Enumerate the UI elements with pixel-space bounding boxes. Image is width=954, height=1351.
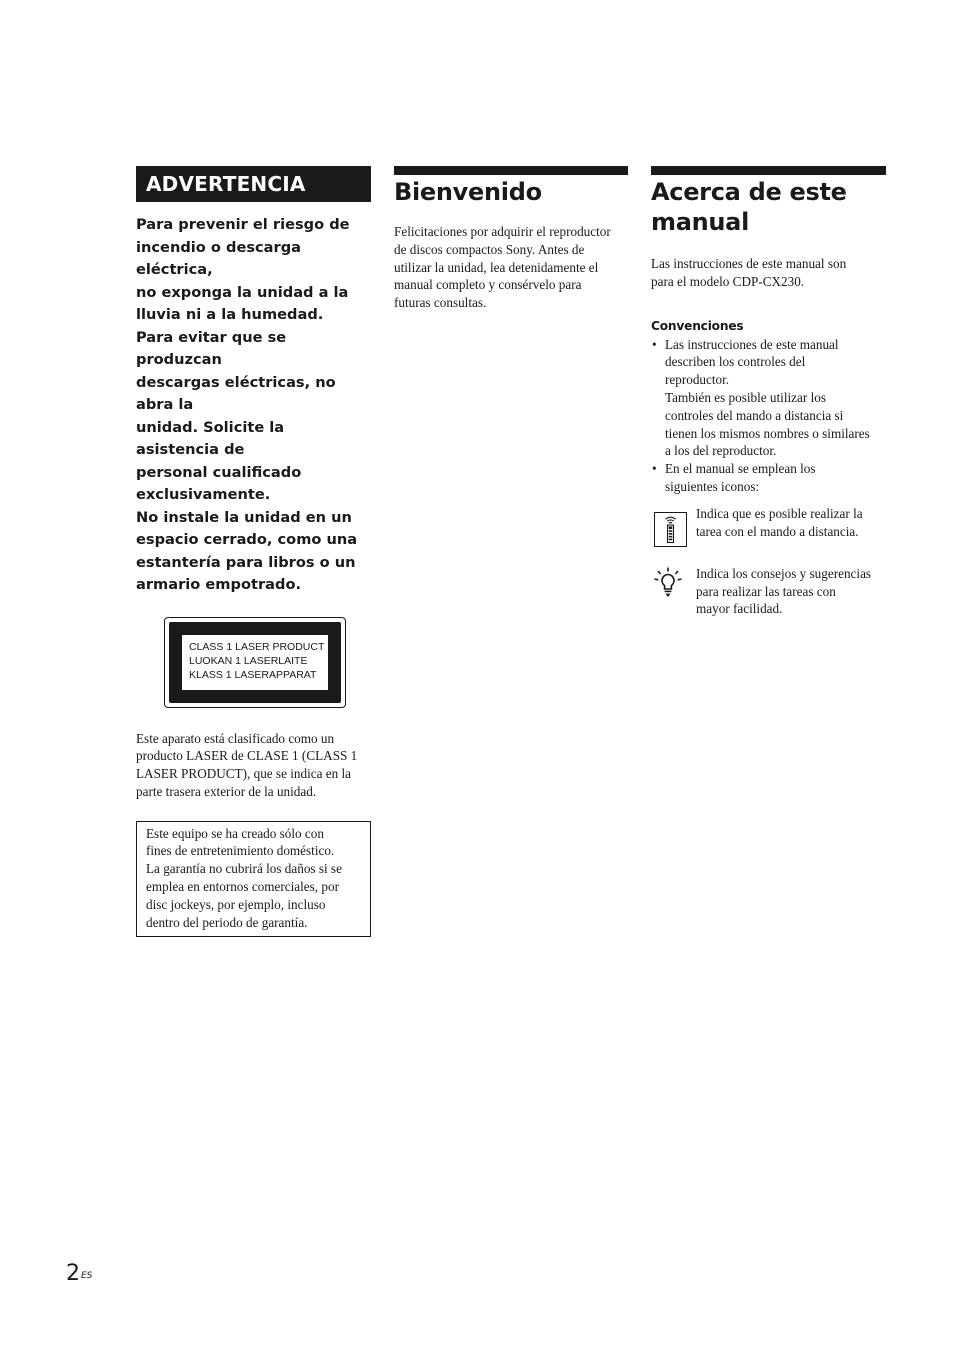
about-column bbox=[651, 166, 886, 618]
remote-icon-description: Indica que es posible realizar la tarea con el mando a distancia. bbox=[696, 505, 863, 539]
laser-label-line: CLASS 1 LASER PRODUCT bbox=[189, 640, 325, 653]
tip-icon-legend bbox=[651, 565, 886, 618]
laser-description: Este aparato está clasificado como un producto LASER de CLASE 1 (CLASS 1 LASER PRODUCT), que se indica en la parte trasera exterior de la unidad. bbox=[136, 730, 358, 799]
warning-paragraph: Para prevenir el riesgo de incendio o descarga eléctrica, no exponga la unidad a la lluvia ni a la humedad. bbox=[136, 216, 350, 323]
tip-icon-description: Indica los consejos y sugerencias para realizar las tareas con mayor facilidad. bbox=[696, 565, 872, 617]
list-item: • Las instrucciones de este manual describen los controles del reproductor. También es posible utilizar los controles del mando a distancia si tienen los mismos nombres o similares a los del reproductor. bbox=[652, 336, 870, 459]
remote-control-icon bbox=[654, 512, 687, 547]
welcome-title: Bienvenido bbox=[394, 178, 542, 206]
warning-body bbox=[136, 214, 371, 597]
welcome-column bbox=[394, 166, 628, 312]
warning-title: ADVERTENCIA bbox=[136, 166, 371, 202]
warning-paragraph: Para evitar que se produzcan descargas eléctricas, no abra la unidad. Solicite la asistencia de personal cualificado exclusivamente. bbox=[136, 328, 336, 503]
welcome-body: Felicitaciones por adquirir el reproductor de discos compactos Sony. Antes de utilizar la unidad, lea detenidamente el manual completo y consérvelo para futuras consultas. bbox=[394, 224, 611, 311]
warning-column bbox=[136, 166, 371, 937]
warning-paragraph: No instale la unidad en un espacio cerrado, como una estantería para libros o un armario empotrado. bbox=[136, 508, 358, 593]
about-title: Acerca de este manual bbox=[651, 178, 847, 236]
list-item: • En el manual se emplean los siguientes iconos: bbox=[652, 461, 816, 494]
home-use-notice: Este equipo se ha creado sólo con fines de entretenimiento doméstico. La garantía no cubrirá los daños si se emplea en entornos comerciales, por disc jockeys, por ejemplo, incluso dentro del periodo de garantía. bbox=[136, 821, 371, 938]
conventions-heading: Convenciones bbox=[651, 318, 744, 333]
section-rule bbox=[394, 166, 628, 175]
lightbulb-tip-icon bbox=[651, 566, 687, 602]
laser-label-line: LUOKAN 1 LASERLAITE bbox=[189, 654, 308, 667]
bullet-icon: • bbox=[652, 461, 657, 477]
remote-icon-legend bbox=[651, 505, 886, 547]
language-suffix: ES bbox=[81, 1271, 93, 1281]
page-number: $2^{ES}$ bbox=[66, 1261, 93, 1286]
bullet-icon: • bbox=[652, 336, 657, 352]
laser-label-line: KLASS 1 LASERAPPARAT bbox=[189, 668, 317, 681]
conventions-list bbox=[651, 336, 886, 496]
section-rule bbox=[651, 166, 886, 175]
laser-class-label bbox=[164, 617, 346, 708]
about-intro: Las instrucciones de este manual son para el modelo CDP-CX230. bbox=[651, 256, 847, 289]
